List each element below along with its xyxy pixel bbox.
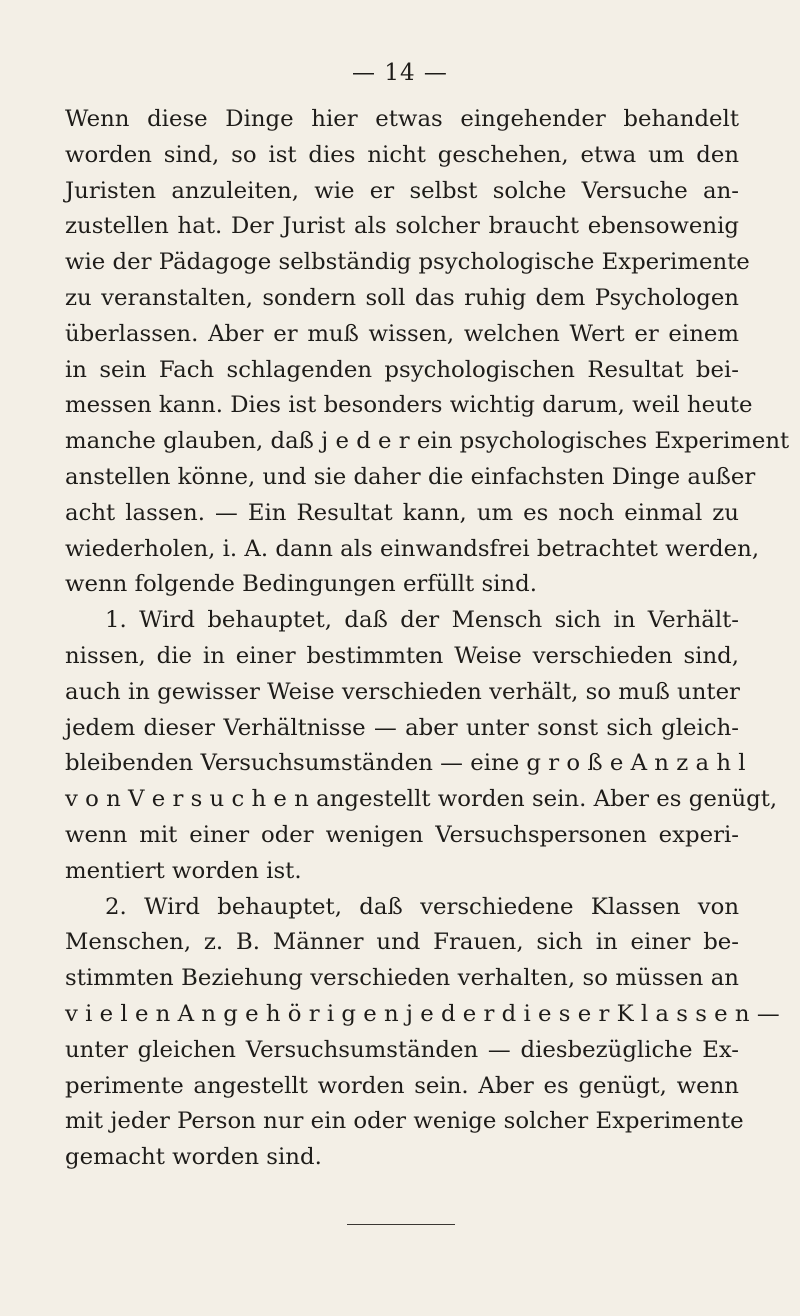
text-line: nissen, die in einer bestimmten Weise verschieden sind,: [65, 642, 739, 669]
text-line: wie der Pädagoge selbständig psychologische Experimente: [65, 249, 750, 276]
text-line: wenn mit einer oder wenigen Versuchspersonen experi-: [65, 821, 739, 848]
text-line: manche glauben, daß j e d e r ein psychologisches Experiment: [65, 428, 790, 455]
text-line: perimente angestellt worden sein. Aber es genügt, wenn: [65, 1072, 739, 1099]
text-line: unter gleichen Versuchsumständen — diesbezügliche Ex-: [65, 1036, 739, 1063]
text-line: überlassen. Aber er muß wissen, welchen Wert er einem: [65, 320, 739, 347]
page-number: — 14 —: [352, 60, 448, 86]
body-text: [65, 102, 790, 1176]
text-line: bleibenden Versuchsumständen — eine g r o ß e A n z a h l: [65, 750, 746, 777]
text-line: mentiert worden ist.: [65, 857, 302, 884]
text-line: mit jeder Person nur ein oder wenige solcher Experimente: [65, 1108, 744, 1135]
text-line: anstellen könne, und sie daher die einfachsten Dinge außer: [65, 463, 756, 490]
text-line: jedem dieser Verhältnisse — aber unter sonst sich gleich-: [65, 714, 739, 741]
text-line: stimmten Beziehung verschieden verhalten, so müssen an: [65, 965, 739, 992]
text-line: zu veranstalten, sondern soll das ruhig dem Psychologen: [65, 284, 739, 311]
text-line: worden sind, so ist dies nicht geschehen, etwa um den: [65, 141, 739, 168]
text-line: auch in gewisser Weise verschieden verhält, so muß unter: [65, 678, 740, 705]
text-line: 1. Wird behauptet, daß der Mensch sich in Verhält-: [105, 607, 739, 634]
text-line: 2. Wird behauptet, daß verschiedene Klassen von: [105, 893, 739, 920]
text-line: Wenn diese Dinge hier etwas eingehender behandelt: [65, 106, 739, 132]
text-line: Juristen anzuleiten, wie er selbst solche Versuche an-: [65, 177, 739, 204]
text-line: gemacht worden sind.: [65, 1144, 322, 1171]
text-line: in sein Fach schlagenden psychologischen Resultat bei-: [65, 356, 739, 383]
text-line: v o n V e r s u c h e n angestellt worden sein. Aber es genügt,: [65, 786, 778, 813]
text-line: v i e l e n A n g e h ö r i g e n j e d e r d i e s e r K l a s s e n —: [65, 1000, 780, 1027]
text-line: wenn folgende Bedingungen erfüllt sind.: [65, 571, 537, 598]
text-line: zustellen hat. Der Jurist als solcher braucht ebensowenig: [65, 213, 739, 240]
text-line: Menschen, z. B. Männer und Frauen, sich in einer be-: [65, 929, 739, 956]
footer-rule: [347, 1224, 455, 1225]
text-line: acht lassen. — Ein Resultat kann, um es noch einmal zu: [65, 499, 739, 526]
text-line: messen kann. Dies ist besonders wichtig darum, weil heute: [65, 392, 753, 419]
text-line: wiederholen, i. A. dann als einwandsfrei betrachtet werden,: [65, 535, 760, 562]
